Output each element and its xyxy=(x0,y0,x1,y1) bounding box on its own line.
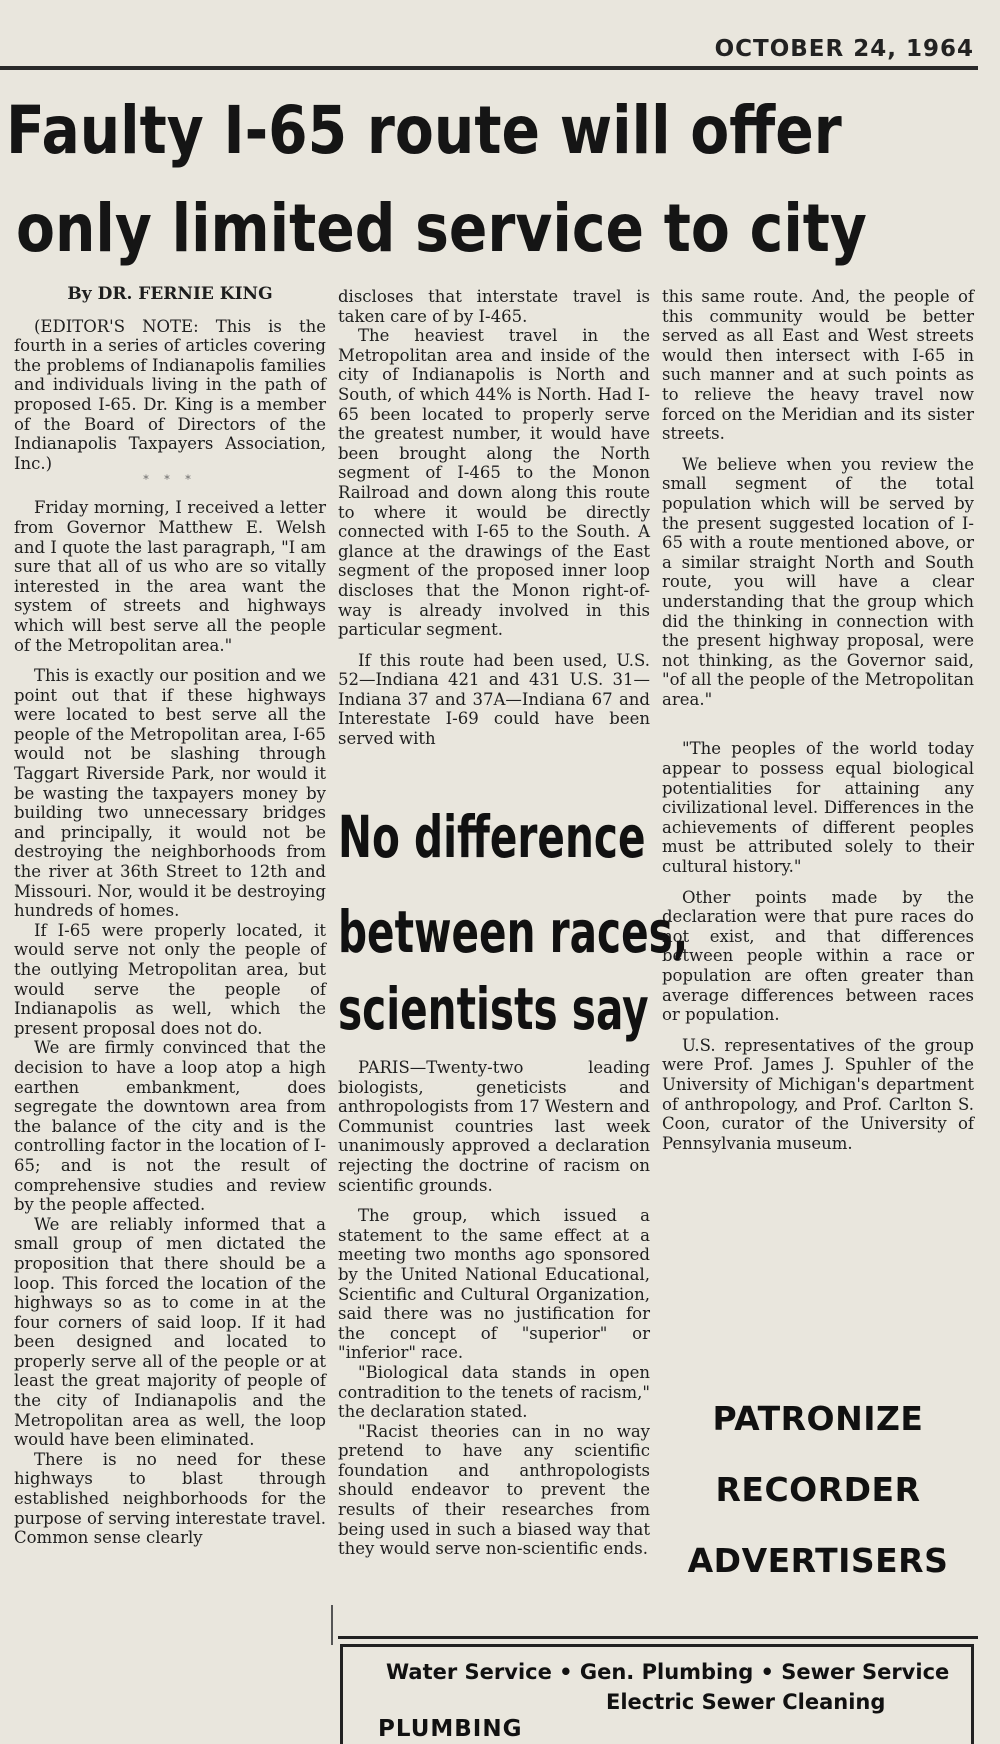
promo-line-1: PATRONIZE xyxy=(712,1399,924,1438)
paragraph: Other points made by the declaration were that pure races do not exist, and that differences between people within a race or population are often greater than average differences between races or population. xyxy=(662,887,974,1025)
promo-line-3: ADVERTISERS xyxy=(687,1541,949,1580)
paragraph: We are reliably informed that a small group of men dictated the proposition that there should be a loop. This forced the location of the highways so as to come in at the four corners of said loop. If it had been designed and located to properly serve all of the people or at least the great majority of people of the city of Indianapolis and the Metropolitan area as well, the loop would have been eliminated. xyxy=(14,1214,326,1450)
ad-services: Water Service • Gen. Plumbing • Sewer Service xyxy=(386,1660,950,1684)
byline: By DR. FERNIE KING xyxy=(67,284,273,304)
paragraph: "The peoples of the world today appear to possess equal biological potentialities for attaining any civilizational level. Differences in the achievements of different peoples must be attributed solely to their cultural history." xyxy=(662,739,974,877)
column-rule xyxy=(331,1605,333,1645)
paragraph: Friday morning, I received a letter from Governor Matthew E. Welsh and I quote the last paragraph, "I am sure that all of us who are so vitally interested in the area want the system of streets and highways which will best serve all the people of the Metropolitan area." xyxy=(14,498,326,655)
ad-sewer-cleaning: Electric Sewer Cleaning xyxy=(606,1690,886,1714)
article1-column-1 xyxy=(14,285,326,1548)
headline-line-2: only limited service to city xyxy=(16,190,867,267)
paragraph: The heaviest travel in the Metropolitan area and inside of the city of Indianapolis is North and South, of which 44% is North. Had I-65 been located to properly serve the greatest number, it would have been brought along the North segment of I-465 to the Monon Railroad and down along this route to where it would be directly connected with I-65 to the South. A glance at the drawings of the East segment of the proposed inner loop discloses that the Monon right-of-way is already involved in this particular segment. xyxy=(338,326,650,640)
ad-plumbing: PLUMBING xyxy=(378,1716,523,1742)
dateline: OCTOBER 24, 1964 xyxy=(714,36,974,62)
editors-note: (EDITOR'S NOTE: This is the fourth in a series of articles covering the problems of Indianapolis families and individuals living in the path of proposed I-65. Dr. King is a member of the Board of Directors of the Indianapolis Taxpayers Association, Inc.) xyxy=(14,316,326,473)
paragraph: The group, which issued a statement to the same effect at a meeting two months ago sponsored by the United National Educational, Scientific and Cultural Organization, said there was no justification for the concept of "superior" or "inferior" race. xyxy=(338,1206,650,1363)
article1-column-2 xyxy=(338,287,650,749)
paragraph: "Racist theories can in no way pretend to have any scientific foundation and anthropologists should endeavor to prevent the results of their researches from being used in such a biased way that they would serve non-scientific ends. xyxy=(338,1421,650,1559)
article1-column-3 xyxy=(662,287,974,1153)
paragraph: PARIS—Twenty-two leading biologists, geneticists and anthropologists from 17 Western and Communist countries last week unanimously approved a declaration rejecting the doctrine of racism on scientific grounds. xyxy=(338,1058,650,1195)
ad-rule xyxy=(338,1636,978,1639)
separator: * * * xyxy=(143,473,197,487)
paragraph: U.S. representatives of the group were Prof. James J. Spuhler of the University of Michigan's department of anthropology, and Prof. Carlton S. Coon, curator of the University of Pennsylvania museum. xyxy=(662,1035,974,1153)
article2-headline-line-1: No difference xyxy=(338,803,646,871)
paragraph: discloses that interstate travel is taken care of by I-465. xyxy=(338,287,650,326)
promo-line-2: RECORDER xyxy=(715,1470,921,1509)
paragraph: There is no need for these highways to blast through established neighborhoods for the purpose of serving interestate travel. Common sense clearly xyxy=(14,1449,326,1548)
top-rule xyxy=(0,66,978,70)
paragraph: "Biological data stands in open contradition to the tenets of racism," the declaration stated. xyxy=(338,1362,650,1422)
headline-line-1: Faulty I-65 route will offer xyxy=(6,92,842,169)
paragraph: We believe when you review the small segment of the total population which will be served by the present suggested location of I-65 with a route mentioned above, or a similar straight North and South route, you will have a clear understanding that the group which did the thinking in connection with the present highway proposal, were not thinking, as the Governor said, "of all the people of the Metropolitan area." xyxy=(662,454,974,709)
article2-body xyxy=(338,1058,650,1559)
paragraph: We are firmly convinced that the decision to have a loop atop a high earthen embankment, does segregate the downtown area from the balance of the city and is the controlling factor in the location of I-65; and is not the result of comprehensive studies and review by the people affected. xyxy=(14,1038,326,1215)
paragraph: this same route. And, the people of this community would be better served as all East and West streets would then intersect with I-65 in such manner and at such points as to relieve the heavy travel now forced on the Meridian and its sister streets. xyxy=(662,287,974,444)
paragraph: If this route had been used, U.S. 52—Indiana 421 and 431 U.S. 31—Indiana 37 and 37A—Indiana 67 and Interestate I-69 could have been served with xyxy=(338,650,650,749)
paragraph: If I-65 were properly located, it would serve not only the people of the outlying Metropolitan area, but would serve the people of Indianapolis as well, which the present proposal does not do. xyxy=(14,920,326,1038)
article2-headline-line-2: between races, xyxy=(338,898,689,966)
paragraph: This is exactly our position and we point out that if these highways were located to best serve all the people of the Metropolitan area, I-65 would not be slashing through Taggart Riverside Park, nor would it be wasting the taxpayers money by building two unnecessary bridges and principally, it would not be destroying the neighborhoods from the river at 36th Street to 12th and Missouri. Nor, would it be destroying hundreds of homes. xyxy=(14,666,326,921)
article2-headline-line-3: scientists say xyxy=(338,975,649,1043)
